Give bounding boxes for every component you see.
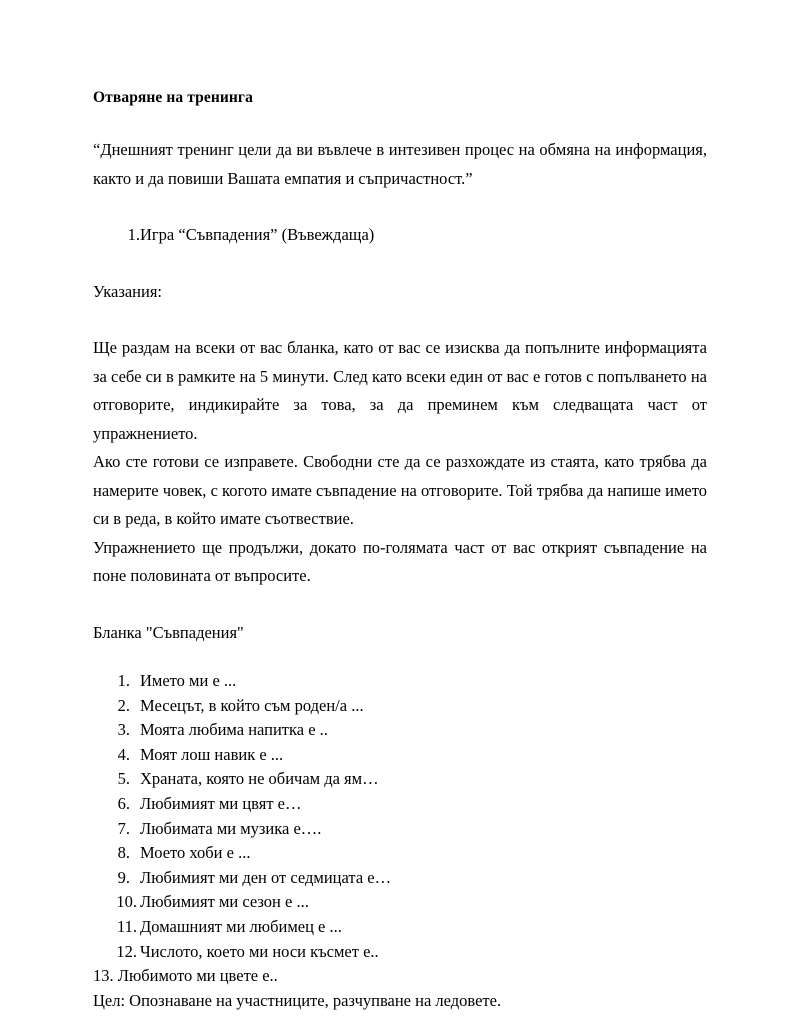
question-item-label: Моят лош навик е ...: [140, 744, 284, 764]
instruction-paragraph-3: Упражнението ще продължи, докато по-голямата част от вас открият съвпадение на поне половината от въпросите.: [93, 537, 707, 585]
game-list-item-number: 1.: [127, 225, 140, 244]
spacer: [93, 250, 707, 278]
spacer: [93, 306, 707, 334]
goal-line: Цел: Опознаване на участниците, разчупване на ледовете.: [93, 990, 502, 1010]
question-item: [93, 792, 707, 817]
question-item: [93, 817, 707, 842]
instructions-label: Указания:: [93, 281, 162, 301]
game-list-item-label: Игра “Съвпадения” (Въвеждаща): [140, 225, 375, 244]
question-item-number: 8.: [117, 843, 130, 863]
question-item-number: 10.: [116, 892, 137, 912]
question-item-label: Любимият ми ден от седмицата е…: [140, 867, 392, 887]
question-item-number: 6.: [117, 793, 130, 813]
instruction-paragraph-2: Ако сте готови се изправете. Свободни сте да се разхождате из стаята, като трябва да намерите човек, с когото имате съвпадение на отговорите. Той трябва да напише името си в реда, в който имате съотвествие.: [93, 452, 707, 528]
question-item-number: 9.: [117, 867, 130, 887]
question-item-number: 3.: [117, 720, 130, 740]
question-item-label: Числото, което ми носи късмет е..: [140, 941, 379, 961]
question-item-label: Любимата ми музика е….: [140, 818, 322, 838]
question-item-label: Любимият ми сезон е ...: [140, 892, 309, 912]
spacer: [93, 193, 707, 221]
question-item: [93, 694, 707, 719]
question-list: [93, 669, 707, 964]
question-item: [93, 669, 707, 694]
question-item-number: 1.: [117, 671, 130, 690]
question-item: [93, 866, 707, 891]
question-item: [93, 940, 707, 965]
question-item-label: Любимият ми цвят е…: [140, 793, 302, 813]
spacer: [93, 108, 707, 136]
question-item-label: Домашният ми любимец е ...: [140, 916, 342, 936]
question-item: [93, 743, 707, 768]
question-item-13: 13. Любимото ми цвете е..: [93, 966, 278, 986]
game-list-item: [93, 221, 707, 250]
question-item-label: Името ми е ...: [140, 671, 237, 690]
document-body: [93, 88, 707, 1013]
question-item-number: 11.: [116, 916, 137, 936]
spacer: [93, 647, 707, 669]
question-item-label: Месецът, в който съм роден/а ...: [140, 695, 364, 715]
question-item: [93, 890, 707, 915]
question-item-number: 12.: [116, 941, 137, 961]
form-title: Бланка "Съвпадения": [93, 622, 244, 642]
question-item-label: Моята любима напитка е ..: [140, 720, 328, 740]
question-item: [93, 915, 707, 940]
question-item: [93, 767, 707, 792]
opening-quote-paragraph: “Днешният тренинг цели да ви въвлече в интезивен процес на обмяна на информация, както и да повиши Вашата емпатия и съпричастност.”: [93, 140, 707, 188]
question-item-label: Храната, която не обичам да ям…: [140, 769, 379, 789]
question-item-number: 4.: [117, 744, 130, 764]
question-item-number: 2.: [117, 695, 130, 715]
spacer: [93, 591, 707, 619]
question-item-label: Моето хоби е ...: [140, 843, 251, 863]
question-item: [93, 718, 707, 743]
question-item-number: 5.: [117, 769, 130, 789]
instruction-paragraph-1: Ще раздам на всеки от вас бланка, като от вас се изисква да попълните информацията за себе си в рамките на 5 минути. След като всеки един от вас е готов с попълването на отговорите, индикирайте за това, за да преминем към следващата част от упражнението.: [93, 338, 707, 443]
question-item: [93, 841, 707, 866]
page-title: Отваряне на тренинга: [93, 89, 253, 106]
question-item-number: 7.: [117, 818, 130, 838]
